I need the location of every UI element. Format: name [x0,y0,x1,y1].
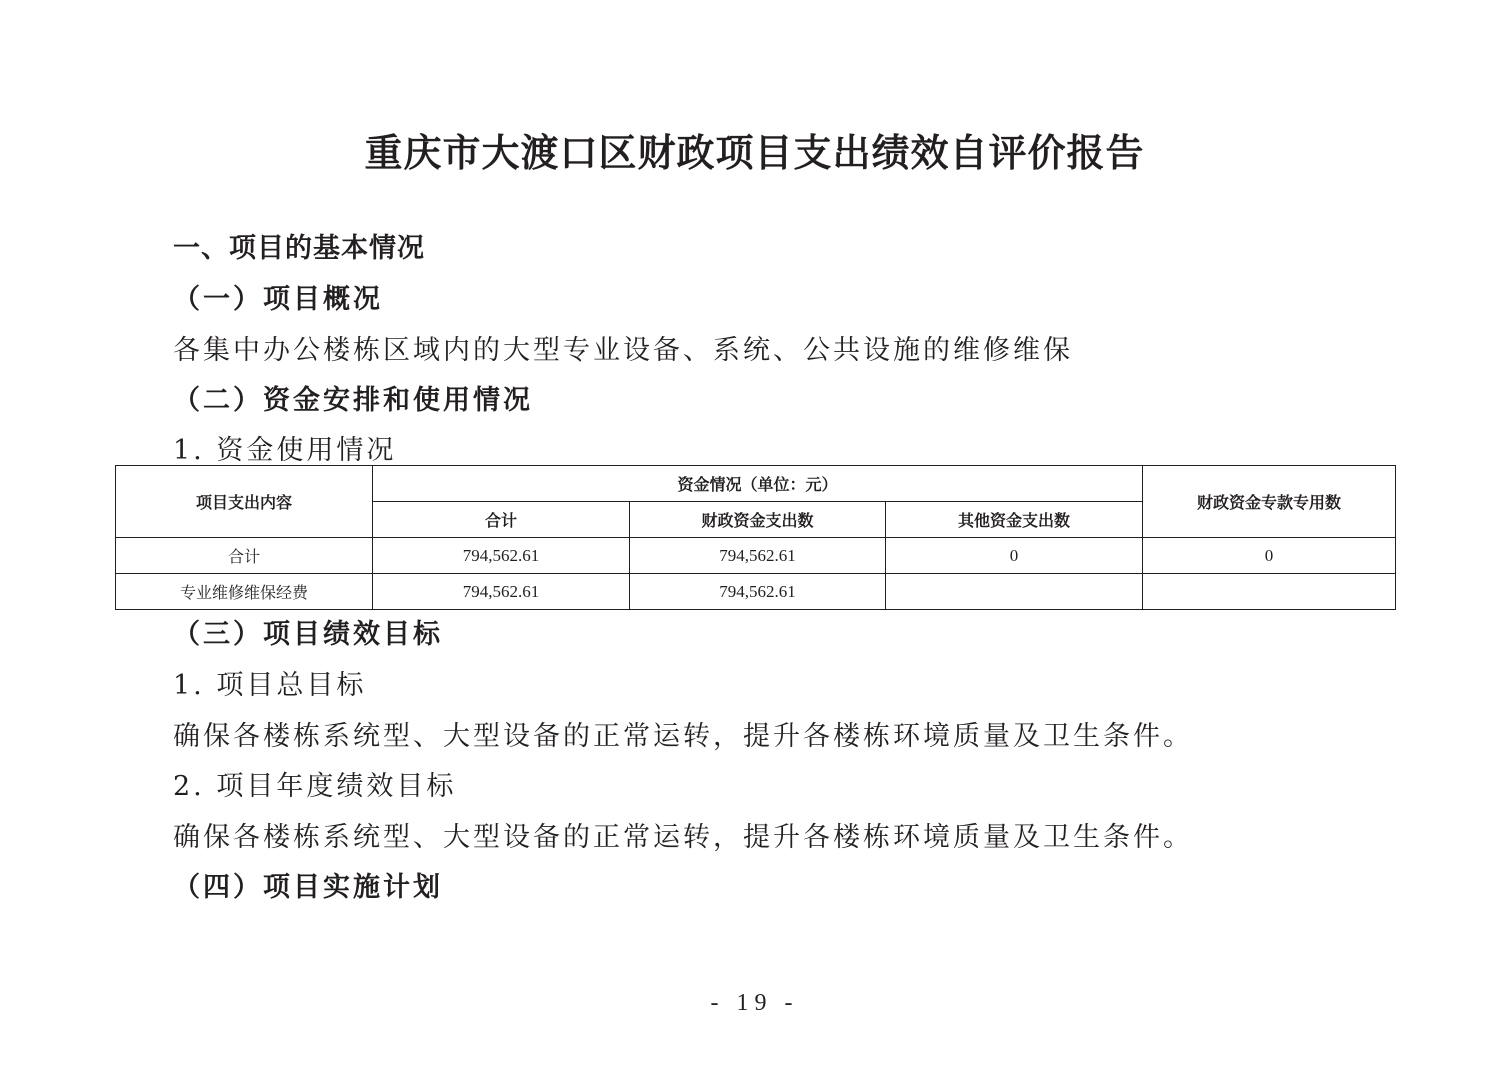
header-special: 财政资金专款专用数 [1143,466,1396,538]
section-heading-1: 一、项目的基本情况 [173,233,425,264]
annual-goal-text: 确保各楼栋系统型、大型设备的正常运转，提升各楼栋环境质量及卫生条件。 [173,822,1193,853]
cell-special [1143,574,1396,610]
cell-fiscal: 794,562.61 [630,538,886,574]
annual-goal-heading: 2. 项目年度绩效目标 [173,771,457,802]
header-other: 其他资金支出数 [886,502,1143,538]
header-total: 合计 [373,502,630,538]
page-title: 重庆市大渡口区财政项目支出绩效自评价报告 [364,130,1145,175]
header-fiscal: 财政资金支出数 [630,502,886,538]
row-label: 合计 [116,538,373,574]
funds-usage-heading: 1. 资金使用情况 [173,435,397,466]
cell-other: 0 [886,538,1143,574]
subsection-heading-funds: （二）资金安排和使用情况 [173,385,533,416]
subsection-heading-plan: （四）项目实施计划 [173,872,443,903]
cell-total: 794,562.61 [373,538,630,574]
cell-fiscal: 794,562.61 [630,574,886,610]
subsection-heading-overview: （一）项目概况 [173,284,383,315]
cell-other [886,574,1143,610]
page-number: - 19 - [710,990,799,1016]
fund-usage-table [115,465,1396,610]
header-fund-group: 资金情况（单位：元） [373,466,1143,502]
table-row [116,538,1396,574]
overall-goal-text: 确保各楼栋系统型、大型设备的正常运转，提升各楼栋环境质量及卫生条件。 [173,721,1193,752]
header-item: 项目支出内容 [116,466,373,538]
overall-goal-heading: 1. 项目总目标 [173,670,367,701]
subsection-heading-goals: （三）项目绩效目标 [173,619,443,650]
cell-special: 0 [1143,538,1396,574]
row-label: 专业维修维保经费 [116,574,373,610]
table-row [116,574,1396,610]
overview-text: 各集中办公楼栋区域内的大型专业设备、系统、公共设施的维修维保 [173,335,1073,366]
cell-total: 794,562.61 [373,574,630,610]
